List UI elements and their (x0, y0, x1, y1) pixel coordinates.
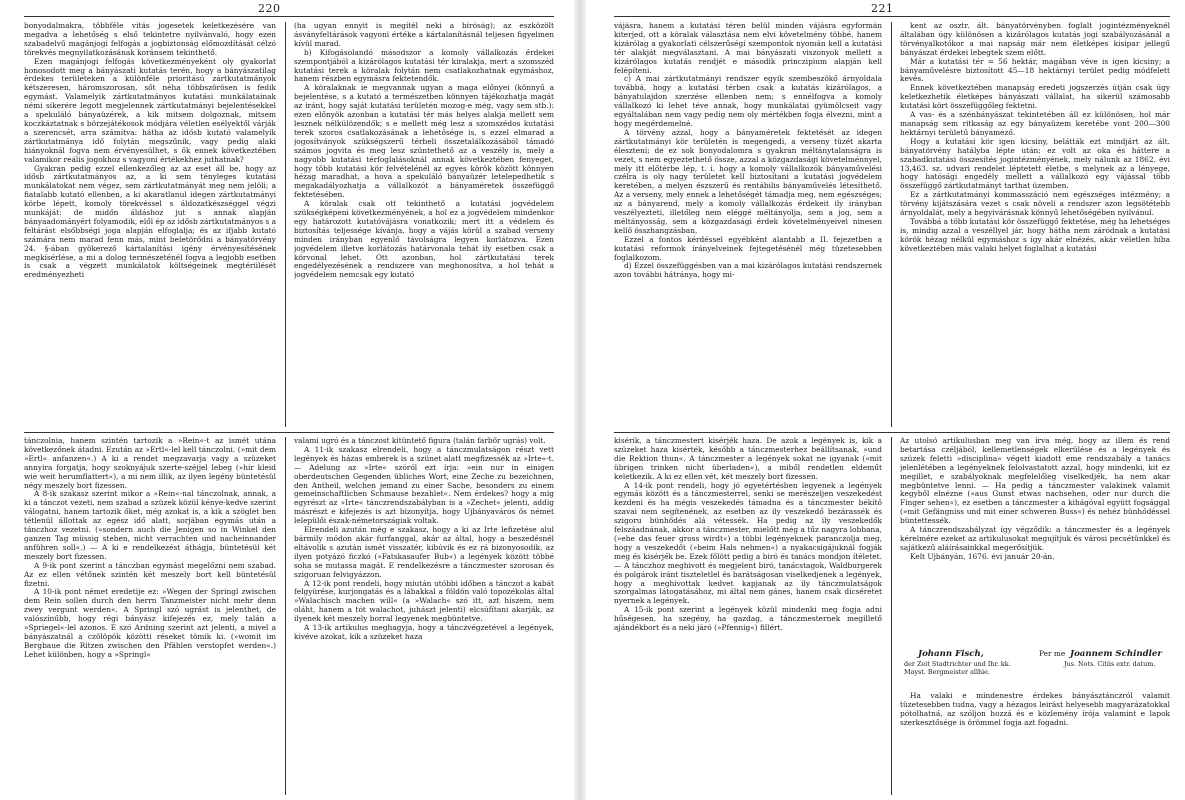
signature-right-caption: Jus. Nots. Citiis extr. datum. (1064, 660, 1156, 668)
paragraph: Ezzel a fontos kérdéssel egyébként alantabb a II. fejezetben a kutatási reformok irányelveinek fejtegetésénél még tüzetesebben foglalkozom. (614, 234, 882, 262)
paragraph: (ha ugyan ennyit is megítél neki a bíróság); az eszközölt ásványfeltárások vagyoni értéke a kártalanításnál teljesen figyelmen kívül marad. (294, 22, 554, 48)
column-divider (285, 437, 286, 795)
signature-left-caption: der Zeit Stadtrichter und Ihr. kk. Mayst. Bergmeister allhie. (904, 660, 1011, 676)
left-bottom-column-2 (294, 437, 554, 795)
paragraph: Kelt Ujbányán, 1676. évi január 20-án. (910, 551, 1055, 561)
left-top-column-1 (24, 22, 276, 427)
column-divider (285, 22, 286, 427)
paragraph: A törvény azzal, hogy a bányaméretek fektetését az idegen zártkutatmányi kör területén is megengedi, a verseny tüzét akarta éleszteni; de ez sok bonyodalomra s gyakran méltánytalanságra is vezet, s nem egyeztethető össze, azzal a közgazdasági követelménnyel, mely itt előtérbe lép, t. i. hogy a komoly vállalkozók bányaművelési czélra is oly nagy területet kell biztosítani a kutatási jogvédelem keretében, a melyen észszerű és rentábilis bányaművelés létesíthető. Az a verseny, mely ennek a lehetőségét támadja meg, nem egészséges; az a bányarend, mely a komoly vállalkozás érdekeit ily irányban veszélyezteti, illetőleg nem eléggé méltányolja, sem a jog, sem a méltányosság, sem a közgazdasági érdek követelményeivel ninesen kellő összhangzásban. (614, 127, 882, 235)
right-page (586, 0, 1185, 800)
header-rule-right (614, 16, 1170, 17)
paragraph: kisérik, a tánczmestert kisérjék haza. De azok a legények is, kik a szüzeket haza kisérték, később a tánczmesterhez beállítsanak, »und die Rektion thun«. A tánczmester a legények sokat ne igyanak (»mit übrigen trinken nicht überladen«), a miből rendetlen eldeműt keletkezik. A ki ez ellen vét, két meszely bort fizessen. (614, 437, 882, 481)
paragraph: Ez a zártkutatmányi kommasszáció nem egészséges intézmény; a törvény kijátszására vezet s csak növeli a rendszer azon legsötétebb árnyoldalát, mely a hegyivárásnak könnyű lehetőségében nyilvánul. (900, 190, 1170, 218)
right-top-column-2 (900, 22, 1170, 427)
paragraph: c) A mai zártkutatmányi rendszer egyik szembeszökő árnyoldala továbbá, hogy a kutatási térben csak a kutatás kizárólagos, a bányatulajdon szerzése ellenben nem; s ennélfogva a komoly vállalkozó ki lehet téve annak, hogy munkálatai gyümölcseit vagy egyáltalában nem vagy pedig nem oly mértékben fogja élvezni, mint a hogy megérdemelné. (614, 74, 882, 128)
left-bottom-column-1 (24, 437, 276, 795)
right-bottom-column-1 (614, 437, 882, 795)
signature-block (904, 650, 1174, 690)
paragraph: bonyodalmakra, többféle vitás jogesetek keletkezésére van megadva a lehetőség s első tekintetre nyilvánvaló, hogy ezen szabadelvű magánjogi felfogás a jogbiztonság előmozdítását célzó törekvés megnyilatkozásának koránsem tekinthető. (24, 22, 276, 57)
paragraph: kent az osztr. ált. bányatörvényben foglalt jogintézményeknél általában úgy különösen a kizárólagos kutatás jogi szabályozásánál a törvényalkotókor a mai napság már nem életképes kisipar jellegű bányászat érdekei lebegtek szem előtt. (900, 22, 1170, 57)
paragraph: A 8-ik szakasz szerint mikor a »Rein«-nal tánczolnak, annak, a ki a tánczot vezeti, nem szabad a szüzek közül kénye-kedve szerint válogatni, hanem tartozik őket, még azokat is, a kik a szöglet ben tétlenül állottak az egész idő alatt, sorjában egymás után a tánczhoz vezetni. (»sondern auch die Jenigen so in Winkel den ganzen Tag müssig stehen, nicht verrachten und nacheinnander anführen soll«.) — A ki e rendelkezést áthágja, büntetésül két meszely bort fizessen. (24, 489, 276, 561)
paragraph: A 12-ik pont rendeli, hogy miután utóbbi időben a tánczot a kabát felgyürése, kurjongatás és a lábakkal a földön való topozékolás által »Walachisch machen will« (a »Walach« szó itt, azt hiszem, nem oláht, hanem a tót walachot, juhászt jelenti) elcsúfítani akarják, az ilyenek két meszely borral legyenek megbüntetve. (294, 578, 554, 624)
signature-left-name: Johann Fisch, (918, 649, 984, 659)
paragraph: valami ugró és a tánczost kitüntető figura (talán farbőr ugrás) volt. (294, 437, 546, 445)
paragraph: A 13-ik artikulus meghagyja, hogy a tánczvégzetével a legények, kivéve azokat, kik a szüzeket haza (294, 623, 554, 641)
paragraph: Gyakran pedig ezzel ellenkezőleg az az eset áll be, hogy az idősb zártkutatmányos az, a ki sem tényleges kutatási munkálatokat nem végez, sem zártkutatmányát meg nem jelöli; a fiatalabb kutató ellenben, a ki akaratlanul idegen zártkutatmányi körbe lépett, komoly törekvéssel s áldozatkészséggel végzi munkáját: de midőn áldáshoz jut s annak alapján bányaadományért folyamodik, elől ép az idősb zártkutatmányos s a feltárást elsőbbségi joga alapján elfoglalja; és az ifjabb kutató számára nem marad fenn más, mint beletörődni a bányatörvény 24. §-ában gyökerező kártalanítási igény érvényesítésének megkísérlése, a mi a dolog természeténél fogva a legjobb esetben is csak a végzett munkálatok költségeinek megtérülését eredményezheti (24, 163, 276, 280)
paragraph: Az utolsó artikulusban meg van írva még, hogy az illem és rend betartása czéljából, kellemetlenségek elkerülése és a legények és szüzek feletti »disciplina« végett kiadott eme rendszabály a tanács jelenlétében a legényeknek felolvastatott azzal, hogy mindenki, kit ez megillet, e szabályoknak megfelelőleg viselkedjék, ha nem akar megbüntetve lenni. — Ha pedig a tánczmester valakinek valamit kegyből elnézne (»aus Gunst etwas nachsehen, oder nur durch die Finger sehen«), ez esetben a tánczmester a kihágóval együtt fogsággal (»mit Gefängniss und mit einer schweren Buss«) és nehéz bünhődéssel büntettessék. (900, 437, 1170, 526)
paragraph: Már a kutatási tér = 56 hektár, magában véve is igen kicsiny; a bányaművelésre biztosított 45—18 hektárnyi terület pedig módfelett kevés. (900, 56, 1170, 84)
paragraph: A 15-ik pont szerint a legények közül mindenki meg fogja adni hűségesen, ha szegény, ha gazdag, a tánczmesternek megillető ajándékbort és a neki járó (»Pfennig«) fillért. (614, 605, 882, 633)
column-divider (891, 437, 892, 795)
paragraph: Hogy a kutatási kör igen kicsiny, belátták ezt mindjárt az ált. bányatörvény hatályba lépte után; ez volt az oka és háttere a szabadkutatási összesítés jogintézményének, mely nálunk az 1862. évi 13,463. sz. udvari rendelet léptetett életbe, s melynek az a lényege, hogy hatósági engedély mellett a vállalkozó egy vájással több összefüggő zártkutatmányt tarthat üzemben. (900, 136, 1170, 191)
page-number-left: 220 (258, 2, 281, 15)
paragraph: Ezen magánjogi felfogás következményeként oly gyakorlat honosodott meg a bányászati kutatás terén, hogy a bányászatilag érdekes területeken a különféle prioritású zártkutatmányok kétszeresen, háromszorosan, sőt néha többszörösen is fedik egymást. Valamelyik zártkutatmányos kutatási munkálatainak némi sikerére legott megjelennek zártkutatmányi bejelentésekkel a spekuláló bányaüzérek, a kik mitsem dolgoznak, mitsem koczkáztatnak s börzejátékosok módjára véletlen esélyektől várják a szerencsét, arra számítva: hátha az idősb kutató valamelyik zártkutatmánya idő folytán megszűnik, vagy pedig alaki hiányoknál fogva nem érvényesülhet, s ők ennek következtében valamikor reális jogokhoz s vagyoni értékekhez juthatnak? (24, 56, 276, 164)
paragraph: Elrendeli azután még e szakasz, hogy a ki az Irte lefizetése alul bármily módon akár furfanggal, akár az által, hogy a beszedésnél eltávolik s azután ismét visszatér, kibúvik és ez rá bizonyosodik, az ilyen potyázó ficzkó (»Fatskasaufer Bub«) a legények között többé soha se mutassa magát. E rendelkezésre a tánczmester szorosan és szigoruan felvigyázzon. (294, 525, 554, 579)
paragraph: A 11-ik szakasz elrendeli, hogy a tánczmulatságon részt vett legények és házas emberek is a szünet alatt megfizessék az »Irte«-t. — Adelung az »Irte« szóról ezt írja: »ein nur in einigen oberdeutschen Gegenden übliches Wort, eine Zeche zu bezeichnen, den Antheil, welchen jemand zu einer Sache, besonders zu einem gemeinschaftlichen Schmause bezahlet«. Nem érdekes? hogy a mig egyrészt az »Irte« tánczrendszabályban is a »Zechet« jelenti, addig másrészt e kifejezés is azt bizonyítja, hogy Ujbányaváros ős német lelepülői észak-németországiak voltak. (294, 444, 554, 526)
paragraph: A tánczrendszabályzat így végződik: a tánczmester és a legények kérelmére ezeket az artikulusokat megujítjuk és városi pecsétünkkel és sajátkezű aláírásainkkal megerősítjük. (900, 525, 1170, 552)
column-divider (891, 22, 892, 427)
right-bottom-column-2 (900, 437, 1170, 647)
paragraph: vájásra, hanem a kutatási téren belül minden vájásra egyformán kiterjed, ott a köralak választása nem elvi követelmény többé, hanem kizárólag a gyakorlati célszerűségi szempontok nyomán kell a kutatási tér alakját megválasztani. A mai bányászati viszonyok mellett a kizárólagos kutatás rendjét e második princzipium alapján kell felépíteni. (614, 22, 882, 75)
header-rule-left (24, 16, 554, 17)
section-divider-right (614, 432, 1170, 433)
paragraph: A 10-ik pont német eredetije ez: »Wegen der Springl zwischen dem Rein sollen durch den herrn Tanzmeister nicht mehr denn zwey vergunt werden«. A Springl szó ugrást is jelenthet, de valószínűbb, hogy régi bányász kifejezés ez, mely talán a »Spriegel«-lel azonos. E szó Ardning szerint azt jelenti, a mivel a bányászatnál a czölöpök közötti réseket tömik ki. (»womit im Bergbaue die Ritzen zwischen den Pfählen verstopfet werden«.) Lehet különben, hogy a »Springl« (24, 587, 276, 659)
closing-text: Ha valaki e mindenestre érdekes bányásztánczról valamit tüzetesebben tudna, vagy a hézagos leirást helyesebb magyarázatokkal pótolhatná, az szóljon hozzá és e közlemény írója valamint e lapok szerkesztősége is örömmel fogja azt fogadni. (900, 692, 1170, 727)
signature-right-name: Joannem Schindler (1070, 649, 1162, 659)
paragraph: Továbbá a több kutatási kör összefüggő fektetése, még ha lehetséges is, mindig azzal a veszéllyel jár, hogy hátha nem záródnak a kutatási körök hézag nélkül egymáshoz s így akár elnézés, akár véletlen híba következtében más valaki helyet foglalhat a kutatási (900, 216, 1170, 253)
paragraph: A köralak csak ott tekinthető a kutatási jogvédelem szükségképeni következményének, a hol ez a jogvédelem mindenkor egy határozott kutatóvájásra vonatkozik; mert itt a védelem és biztosítás teljessége kívánja, hogy a vájás körül a szabad verseny minden irányban egyenlő távolságra legyen korlátozva. Ezen jogvédelem illetve korlátozás határvonala tehát ily esetben csak a körvonal lehet. Ott azonban, hol zártkutatási terek engedélyezésének a rendszere van meghonosítva, a hol tehát a jogvédelem nemcsak egy kutató (294, 199, 554, 280)
paragraph: tánczolnia, hanem szintén tartozik a »Rein«-t az ismét utána következőnek átadni. Ezután az »Ertl«-lel kell tánczolni. (»mit dem »Ertl« anfanzen«.) A ki a rendet megzavarja vagy a szüzeket annyira forgatja, hogy szoknyájuk szerte-széjjel lebeg (»hir kleid wie weit herumflattert«), a mi nem illik, az ilyen legény büntetésül négy meszely bort fizessen. (24, 437, 276, 490)
section-divider-left (24, 432, 554, 433)
paragraph: A köralaknak ie megvannak ugyan a maga előnyei (könnyű a bejelentése, s a kutató a természetben könnyen tájékozhatja magát az iránt, hogy saját kutatási területén mozog-e még, vagy sem stb.): ezen előnyök azonban a kutatási tér más helyes alakja mellett sem lesznek nélkülözendők; s e mellett még lesz a szomszédos kutatási terek szoros csatlakozásának a lehetősége is, s ezzel elmarad a jogosítványok szükségszerű térbeli összetalálkozásából támadó számos jogvita és meg lesz szüntethető az a veszély is, mely a nagyobb kutatási térfoglalásoknál annak következtében fenyeget, hogy több kutatási kör felvételénél az egyes körök között könnyen hézag maradhat, a hova a spekuláló bányaüzér letelepedhetik s megakadályozhatja a vállalkozót a bányaméretek összefüggő fektetésében. (294, 83, 554, 200)
left-top-column-2 (294, 22, 554, 427)
left-page (0, 0, 574, 800)
paragraph: b) Kifogásolandó másodszor a komoly vállalkozás érdekei szempontjából a kizárólagos kutatási tér kiralakja, mert a szomszéd kutatási terek a köralak folytán nem csatlakozhatnak egymáshoz, hanem részben egymásra fektetendők. (294, 47, 554, 84)
right-top-column-1 (614, 22, 882, 427)
paragraph: Ennek következtében manapság eredeti jogszerzés útján csak úgy keletkezhetik életképes bányászati vállalat, ha sikerül számosabb kutatási kört összefüggőleg fektetni. (900, 83, 1170, 111)
book-gutter (574, 0, 586, 800)
paragraph: d) Ezzel összefüggésben van a mai kizárólagos kutatási rendszernek azon további hátránya, hogy mi- (614, 261, 882, 280)
page-number-right: 221 (871, 2, 894, 15)
signature-per-me: Per me (1039, 649, 1066, 658)
paragraph: A 14-ik pont rendeli, hogy jó egyetértésben legyenek a legények egymás között és a tánczmesterrel, senki se merészeljen veszekedést kezdeni és ha mégis veszekedés támadna és a tánczmester békítő szavai nem segítenének, az esetben az ily veszekedő bezárassék és szigoru bünhődés alá vétessék. Ha pedig az ily veszekedők felszáadnának, akkor a tánczmester, mielőtt még a tűz nagyra lobbana, (»ehe das feuer gross wirdt«) a többi legényeknek paranczolja meg, hogy a veszekedőt (»beim Hals nehmen«) a nyakacsigájuknál fogják meg és kisérjék be. Ezek főlött pedig a biró és tanács mondjon ítéletet. — A tánczhoz meghivott és megjelent biró, tanácstagok, Waldburgerek és polgárok iránt tiszteletlel és barátságosan viselkedjenek a legények, hogy a meghivottak kedvet kapjanak az ily tánczmulatságok szorgalmas látogatásához, mi által nem gánes, hanem csak dicséretet nyernek a legények. (614, 480, 882, 606)
paragraph: A vas- és a szénbányászat tekintetében áll ez különösen, hol már manapság sem ritkaság az egy bányaüzem keretébe vont 200—300 hektárnyi területű bányamező. (900, 110, 1170, 137)
closing-paragraph (900, 692, 1170, 795)
paragraph: A 9-ik pont szerint a tánczban egymást megelőzni nem szabad. Az ez ellen vétőnek szintén két meszely bort kell büntetésül fizetni. (24, 560, 276, 588)
